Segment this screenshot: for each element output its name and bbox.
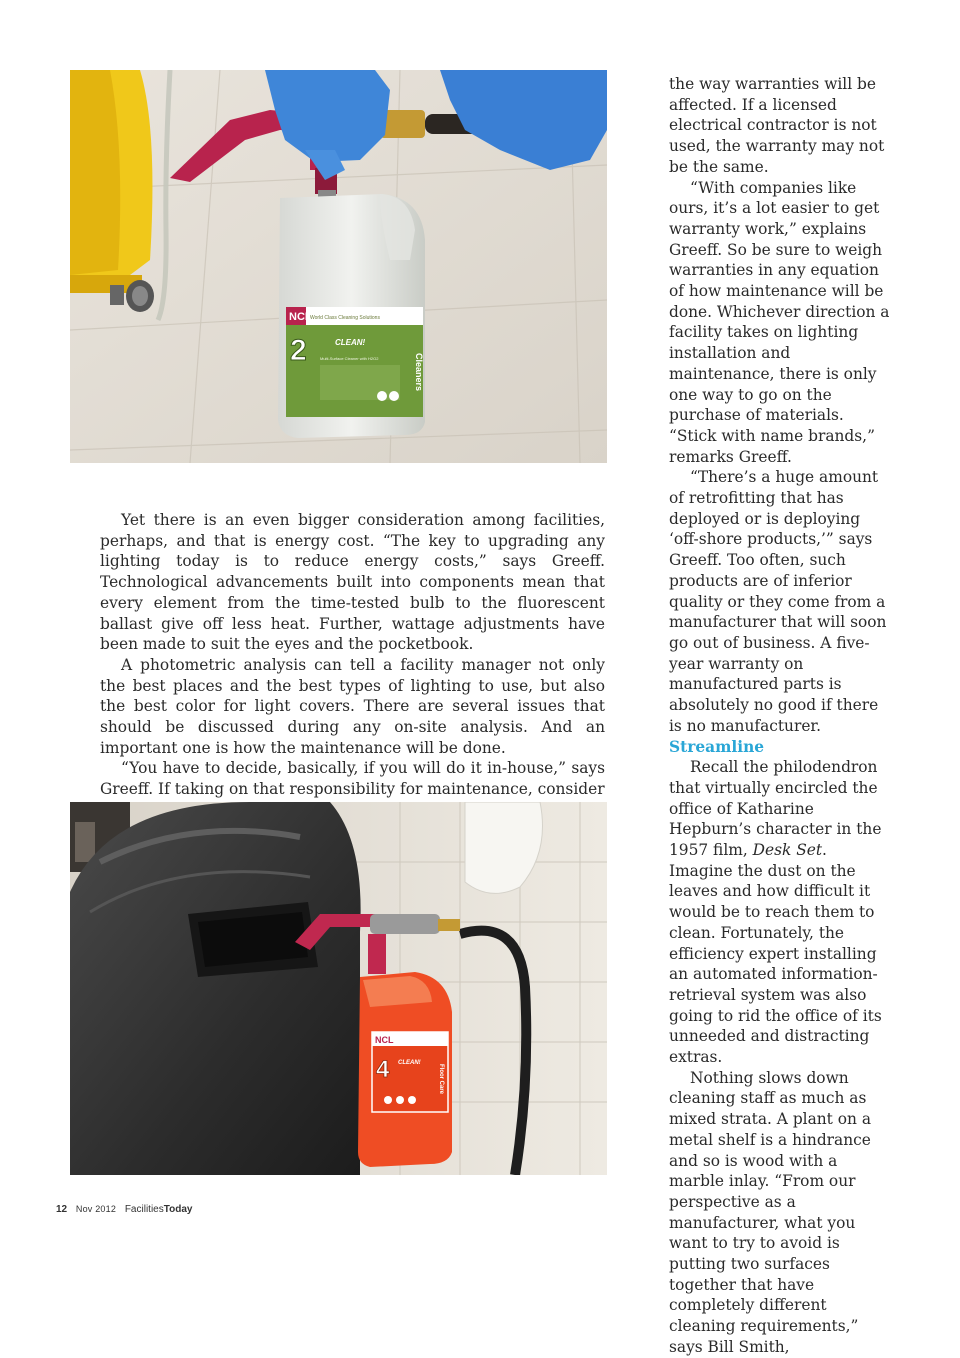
floor-care-jug-label <box>372 1032 448 1112</box>
label-product: CLEAN! <box>335 338 366 347</box>
article-right-column <box>669 74 893 1358</box>
label-number: 4 <box>376 1056 390 1083</box>
left-paragraph: A photometric analysis can tell a facility manager not only the best places and the best types of lighting to use, but also the best color for light covers. There are several issues that should be discussed during any on-site analysis. And an important one is how the maintenance will be done. <box>100 655 605 757</box>
film-title: Desk Set <box>752 841 823 860</box>
issue-date: Nov 2012 <box>75 1204 117 1214</box>
section-subhead: Streamline <box>669 737 765 756</box>
label-desc: Multi-Surface Cleaner with H2O2 <box>320 356 379 361</box>
paragraph-text: . Imagine the dust on the leaves and how difficult it would be to reach them to clean. Fortunately, the efficiency expert installing an automated information-retrieval system was also going to rid the office of its unneeded and distracting extras. <box>669 841 882 1067</box>
left-paragraph: Yet there is an even bigger consideration among facilities, perhaps, and that is energy cost. “The key to upgrading any lighting today is to reduce energy costs,” says Greeff. Technological advancements built into components mean that every element from the time-tested bulb to the fluorescent ballast give off less heat. Further, wattage adjustments have been made to suit the eyes and the pocketbook. <box>100 511 605 654</box>
left-paragraph: “You have to decide, basically, if you will do it in-house,” says Greeff. If taking on that responsibility for maintenance, consider <box>100 759 605 799</box>
paragraph-text: Recall the philodendron that virtually encircled the office of Katharine Hepburn’s character in the 1957 film, <box>669 758 882 860</box>
cleaner-jug-label <box>286 307 424 417</box>
label-tagline: World Class Cleaning Solutions <box>310 315 380 321</box>
page-footer <box>56 1204 192 1215</box>
label-side: Floor Care <box>438 1064 444 1095</box>
page-number: 12 <box>56 1204 68 1215</box>
photo-dispenser-cleaner <box>70 70 607 463</box>
publication-name-bold: Today <box>163 1204 193 1215</box>
right-paragraph <box>669 757 893 1068</box>
label-brand: NCL <box>375 1035 394 1045</box>
photo-floor-machine-dispenser <box>70 802 607 1175</box>
label-brand: NCL <box>289 311 312 323</box>
right-paragraph: Nothing slows down cleaning staff as much as mixed strata. A plant on a metal shelf is a hindrance and so is wood with a marble inlay. “From our perspective as a manufacturer, what you want to try to avoid is putting two surfaces together that have completely different cleaning requirements,” says Bill Smith, <box>669 1068 872 1356</box>
label-number: 2 <box>290 334 307 367</box>
publication-name-plain: Facilities <box>124 1204 164 1215</box>
right-paragraph: “There’s a huge amount of retrofitting that has deployed or is deploying ‘off-shore products,’” says Greeff. Too often, such products are of inferior quality or they come from a manufacturer that will soon go out of business. A five-year warranty on manufactured parts is absolutely no good if there is no manufacturer. <box>669 468 887 735</box>
right-paragraph: the way warranties will be affected. If a licensed electrical contractor is not used, the warranty may not be the same. <box>669 75 885 176</box>
publication-name <box>125 1204 193 1215</box>
label-side: Cleaners <box>414 353 424 392</box>
right-paragraph: “With companies like ours, it’s a lot easier to get warranty work,” explains Greeff. So be sure to weigh warranties in any equation of how maintenance will be done. Whichever direction a facility takes on lighting installation and maintenance, there is only one way to go on the purchase of materials. “Stick with name brands,” remarks Greeff. <box>669 178 890 466</box>
article-left-column <box>100 510 605 800</box>
label-product: CLEAN! <box>398 1060 421 1066</box>
